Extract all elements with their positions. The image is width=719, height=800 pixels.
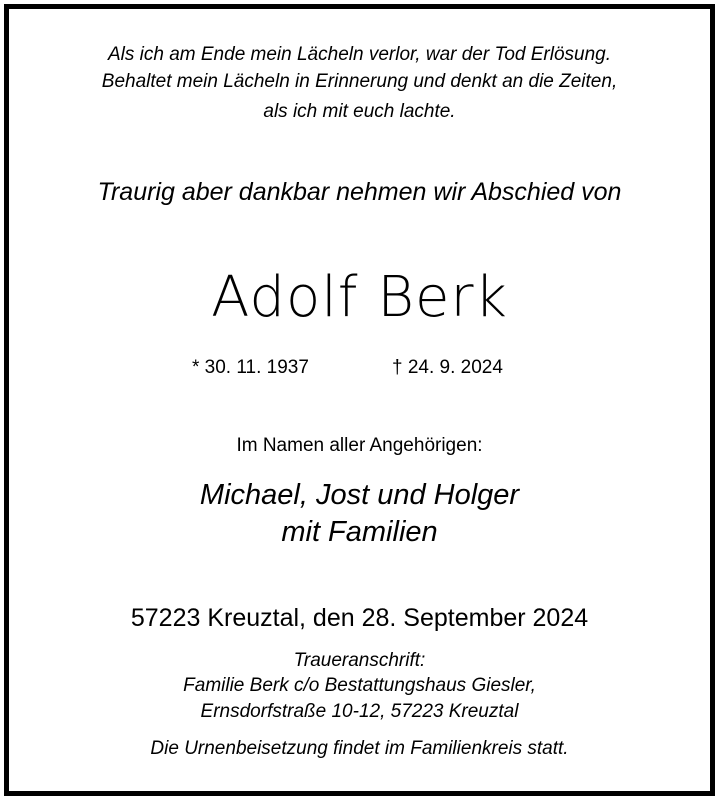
life-dates bbox=[0, 357, 719, 379]
on-behalf-label: Im Namen aller Angehörigen: bbox=[236, 435, 483, 456]
place-and-date: 57223 Kreuztal, den 28. September 2024 bbox=[130, 604, 589, 632]
burial-note: Die Urnenbeisetzung findet im Familienkreis statt. bbox=[150, 738, 569, 759]
death-date: † 24. 9. 2024 bbox=[392, 357, 503, 378]
birth-date: * 30. 11. 1937 bbox=[192, 357, 309, 378]
address-line-2: Ernsdorfstraße 10-12, 57223 Kreuztal bbox=[200, 701, 519, 722]
poem-line-2: Behaltet mein Lächeln in Erinnerung und denkt an die Zeiten, bbox=[101, 71, 618, 92]
deceased-name: Adolf Berk bbox=[211, 265, 508, 330]
mourner-families: mit Familien bbox=[281, 516, 438, 548]
poem-line-1: Als ich am Ende mein Lächeln verlor, war der Tod Erlösung. bbox=[107, 44, 612, 65]
farewell-intro: Traurig aber dankbar nehmen wir Abschied von bbox=[97, 178, 622, 206]
poem-line-3: als ich mit euch lachte. bbox=[263, 101, 456, 122]
address-line-1: Familie Berk c/o Bestattungshaus Giesler, bbox=[183, 675, 536, 696]
mourner-names: Michael, Jost und Holger bbox=[199, 479, 520, 511]
address-heading: Traueranschrift: bbox=[293, 650, 426, 671]
